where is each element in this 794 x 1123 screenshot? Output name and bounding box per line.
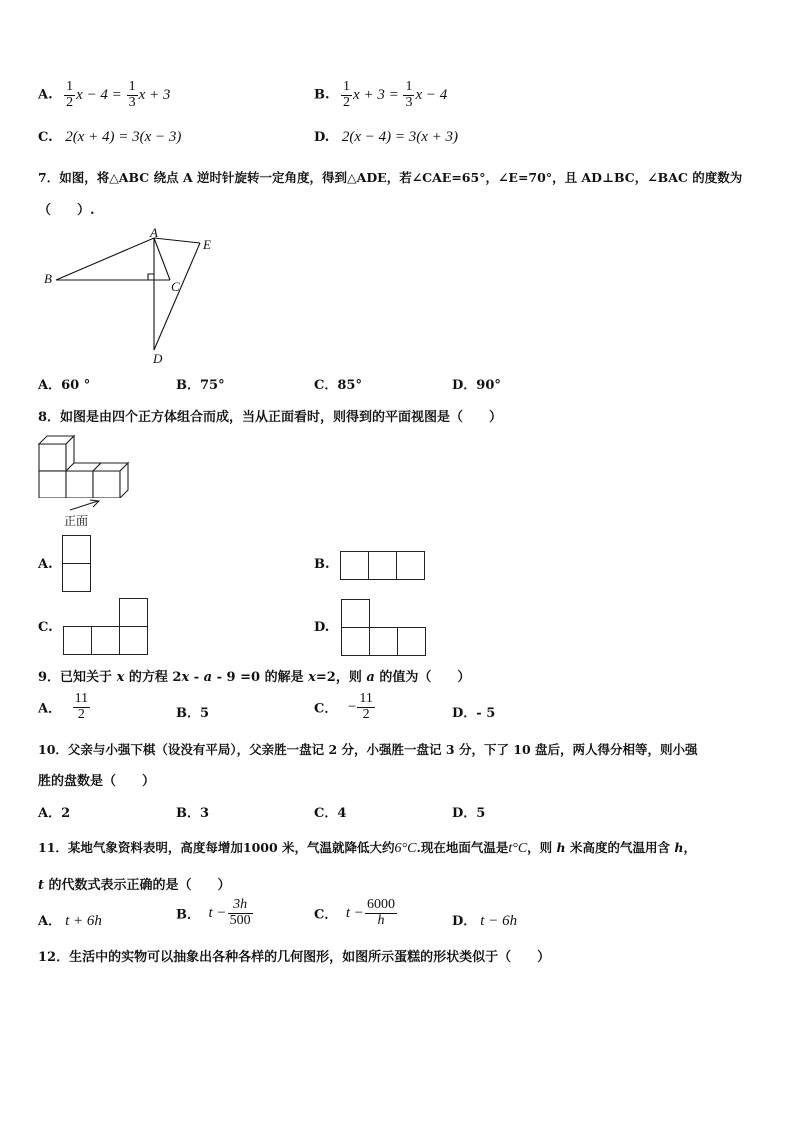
square: [62, 563, 91, 592]
label-e: E: [203, 237, 211, 252]
label-b: B: [44, 271, 52, 286]
q7-option-c[interactable]: [314, 374, 362, 393]
option-text: 3: [200, 806, 210, 821]
option-letter: B．: [176, 706, 200, 721]
label-c: C: [171, 279, 180, 294]
fraction: [365, 898, 397, 928]
variable: h: [674, 840, 684, 855]
fraction: [73, 692, 90, 722]
expression: x + 3: [138, 86, 171, 103]
q11-option-a[interactable]: [38, 910, 102, 930]
q8-cube-solid-figure: [36, 432, 136, 498]
option-text: 75°: [200, 378, 225, 393]
option-text: 60 °: [61, 378, 91, 393]
q11-option-d[interactable]: [452, 910, 517, 930]
fraction: [127, 80, 138, 110]
numerator: 11: [359, 691, 373, 706]
fraction: [403, 80, 414, 110]
q7-option-a[interactable]: [38, 374, 90, 393]
option-letter: A．: [38, 806, 62, 821]
option-letter: A．: [38, 914, 62, 929]
denominator: 2: [66, 94, 74, 110]
segment-ae: [154, 238, 200, 243]
expression: x − 4: [415, 86, 448, 103]
denominator: h: [377, 912, 385, 928]
numerator: 3h: [228, 898, 253, 914]
q6-option-b[interactable]: [314, 80, 447, 110]
expression: t − 6h: [480, 913, 518, 929]
numerator: 1: [405, 79, 413, 94]
numerator: 6000: [366, 897, 395, 912]
option-letter: C．: [314, 701, 338, 717]
label-d: D: [153, 351, 163, 365]
temperature: t°C: [508, 841, 528, 856]
expression: x − 4 =: [76, 86, 126, 103]
stem-text: 的值为（ ）: [374, 670, 471, 685]
option-letter: C.: [38, 130, 53, 145]
square: [368, 551, 397, 580]
stem-text: =2，则: [315, 670, 367, 685]
front-label: 正面: [64, 514, 89, 528]
q11-option-b[interactable]: [176, 898, 254, 928]
stem-text: - 9 =0 的解是: [212, 670, 309, 685]
variable: h: [556, 840, 566, 855]
stem-text: 11．某地气象资料表明，高度每增加1000 米，气温就降低大约: [38, 840, 395, 855]
q6-option-c[interactable]: [38, 129, 181, 146]
option-text: 85°: [337, 378, 362, 393]
option-letter: B．: [176, 378, 200, 393]
q10-option-d[interactable]: [452, 802, 485, 821]
q11-stem-line2: [38, 874, 231, 893]
q10-option-b[interactable]: [176, 802, 209, 821]
expression: t −: [345, 904, 364, 921]
variable: a: [203, 670, 213, 685]
option-text: 5: [200, 706, 210, 721]
square: [341, 627, 370, 656]
q10-option-a[interactable]: [38, 802, 70, 821]
square: [340, 551, 369, 580]
cube-face: [93, 471, 120, 498]
expression: t −: [208, 904, 227, 921]
fraction: [357, 692, 374, 722]
q10-stem-line2: 胜的盘数是（ ）: [38, 774, 156, 789]
option-letter: D．: [452, 806, 477, 821]
numerator: 1: [66, 79, 74, 94]
stem-text: ，: [683, 840, 696, 855]
fraction: [228, 898, 253, 928]
q9-option-d[interactable]: [452, 702, 495, 721]
stem-text: .现在地面气温是: [416, 840, 509, 855]
q8-option-a[interactable]: A.: [38, 557, 53, 572]
option-letter: A．: [38, 701, 62, 717]
q11-option-c[interactable]: [314, 898, 398, 928]
option-text: - 5: [476, 706, 496, 721]
square: [396, 551, 425, 580]
square: [62, 535, 91, 564]
option-letter: D．: [452, 706, 477, 721]
option-letter: B．: [176, 806, 200, 821]
label-a: A: [150, 225, 158, 240]
denominator: 3: [405, 94, 413, 110]
stem-text: 9．已知关于: [38, 670, 117, 685]
numerator: 1: [343, 79, 351, 94]
fraction: [64, 80, 75, 110]
option-letter: C．: [314, 806, 338, 821]
q8-option-c[interactable]: C.: [38, 620, 53, 635]
numerator: 11: [74, 691, 89, 706]
option-letter: C．: [314, 907, 338, 923]
square: [341, 599, 370, 628]
variable: x: [181, 670, 190, 685]
option-letter: A．: [38, 378, 62, 393]
cube-face: [66, 471, 93, 498]
option-letter: D.: [314, 130, 330, 145]
expression: 2(x − 4) = 3(x + 3): [341, 129, 459, 145]
denominator: 2: [343, 94, 351, 110]
square: [91, 626, 120, 655]
q11-stem-line1: [38, 838, 696, 857]
numerator: 1: [128, 79, 136, 94]
q8-stem: 8．如图是由四个正方体组合而成，当从正面看时，则得到的平面视图是（ ）: [38, 410, 503, 425]
square: [397, 627, 426, 656]
q8-option-b[interactable]: B.: [314, 557, 330, 572]
square: [119, 598, 148, 627]
option-letter: D．: [452, 914, 477, 929]
stem-text: ，则: [527, 840, 557, 855]
segment-ab: [56, 238, 154, 280]
minus-sign: −: [347, 698, 357, 715]
expression: 2(x + 4) = 3(x − 3): [65, 129, 182, 145]
q9-option-c[interactable]: [314, 692, 376, 722]
expression: x + 3 =: [353, 86, 403, 103]
denominator: 3: [128, 94, 136, 110]
q6-option-d[interactable]: [314, 129, 458, 146]
q12-stem: 12．生活中的实物可以抽象出各种各样的几何图形，如图所示蛋糕的形状类似于（ ）: [38, 950, 551, 965]
denominator: 500: [229, 912, 251, 928]
option-letter: C．: [314, 378, 338, 393]
denominator: 2: [362, 706, 370, 722]
stem-text: 的代数式表示正确的是（ ）: [44, 878, 231, 893]
option-letter: A.: [38, 87, 53, 103]
q9-option-a[interactable]: [38, 692, 91, 722]
square: [369, 627, 398, 656]
q7-option-d[interactable]: [452, 374, 501, 393]
square: [63, 626, 92, 655]
q7-stem-line2: （ ）.: [38, 203, 95, 218]
expression: t + 6h: [65, 913, 102, 929]
segment-ac: [154, 238, 170, 280]
denominator: 2: [77, 706, 85, 722]
option-text: 2: [61, 806, 71, 821]
option-text: 4: [337, 806, 347, 821]
stem-text: -: [189, 670, 204, 685]
option-letter: B．: [176, 907, 200, 923]
stem-text: 米高度的气温用含: [565, 840, 675, 855]
q9-option-b[interactable]: [176, 702, 209, 721]
q7-triangle-figure: [40, 225, 230, 365]
variable: t: [38, 878, 45, 893]
q9-stem: [38, 666, 470, 685]
option-text: 5: [476, 806, 486, 821]
stem-text: 的方程 2: [124, 670, 182, 685]
q8-option-d[interactable]: D.: [314, 620, 330, 635]
variable: x: [116, 670, 125, 685]
temperature: 6°C: [394, 841, 417, 856]
q10-option-c[interactable]: [314, 802, 346, 821]
option-letter: B.: [314, 87, 330, 103]
variable: x: [308, 670, 316, 685]
cube-face: [39, 471, 66, 498]
option-letter: D．: [452, 378, 477, 393]
option-text: 90°: [476, 378, 501, 393]
variable: a: [366, 670, 375, 685]
right-angle-mark: [148, 274, 154, 280]
segment-de: [154, 243, 200, 350]
q10-stem-line1: 10．父亲与小强下棋（设没有平局），父亲胜一盘记 2 分，小强胜一盘记 3 分，下了 10 盘后，两人得分相等，则小强: [38, 742, 698, 757]
square: [119, 626, 148, 655]
cube-face: [39, 444, 66, 471]
q7-option-b[interactable]: [176, 374, 225, 393]
fraction: [341, 80, 352, 110]
q7-stem-line1: 7．如图，将△ABC 绕点 A 逆时针旋转一定角度，得到△ADE，若∠CAE=65°，∠E=70°，且 AD⊥BC，∠BAC 的度数为: [38, 170, 743, 185]
front-direction-arrow: [66, 497, 106, 513]
q6-option-a[interactable]: [38, 80, 170, 110]
